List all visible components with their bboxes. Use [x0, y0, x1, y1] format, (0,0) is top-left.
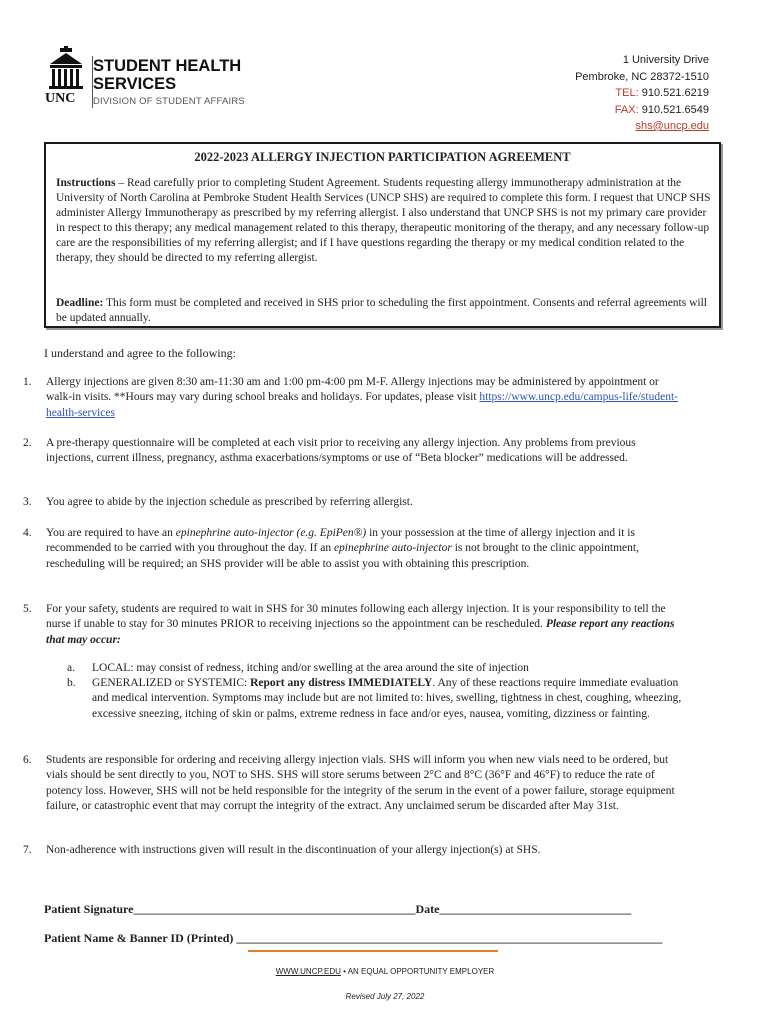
- fax-number: 910.521.6549: [641, 103, 709, 116]
- item-text: Allergy injections are given 8:30 am-11:30 am and 1:00 pm-4:00 pm M-F. Allergy injections may be administered by appointment or walk-in visits. **Hours may vary during school breaks and holidays. For updates, please visit: [46, 376, 659, 404]
- tel-label: TEL:: [615, 87, 639, 99]
- address-line2: Pembroke, NC 28372-1510: [575, 70, 709, 83]
- footer-site-link[interactable]: WWW.UNCP.EDU: [275, 967, 341, 976]
- deadline-label: Deadline:: [56, 297, 104, 309]
- sub-item-letter: a.: [67, 662, 75, 674]
- deadline-paragraph: [56, 296, 711, 326]
- sub-item-letter: b.: [67, 677, 76, 689]
- item-text: A pre-therapy questionnaire will be completed at each visit prior to receiving any allergy injection. Any problems from previous injections, current illness, pregnancy, asthma exacerbations/symptoms or use of “Beta blocker” medications will be addressed.: [46, 437, 636, 465]
- item-text: You agree to abide by the injection schedule as prescribed by referring allergist.: [46, 496, 413, 508]
- item-number: 7.: [23, 844, 32, 856]
- form-title: 2022-2023 ALLERGY INJECTION PARTICIPATION AGREEMENT: [194, 150, 571, 164]
- item-number: 5.: [23, 603, 32, 615]
- contact-address: [575, 52, 709, 135]
- unc-pembroke-building-icon: [44, 46, 88, 108]
- fax-label: FAX:: [614, 103, 639, 116]
- sub-item-bold: Report any distress IMMEDIATELY: [250, 677, 433, 689]
- sub-item-text: . Any of these reactions require immediate evaluation and medical intervention. Symptoms may include but are not limited to: hives, swelling, tightness in chest, coughing, wheezing, excessive sneezing, itching of skin or palms, extreme redness in face and/or eyes, nausea, vomiting, dizziness or fainting.: [92, 677, 682, 720]
- item-emphasis: epinephrine auto-injector (e.g. EpiPen®): [175, 527, 367, 539]
- orange-rule: [248, 950, 498, 952]
- tel-line: [575, 85, 709, 102]
- item-text: For your safety, students are required to wait in SHS for 30 minutes following each allergy injection. It is your responsibility to tell the nurse if unable to stay for 30 minutes PRIOR to receiving injections so the appointment can be rescheduled.: [46, 603, 666, 631]
- sub-item-text: GENERALIZED or SYSTEMIC:: [92, 677, 251, 689]
- item-text: is not brought to the clinic appointment, rescheduling will be required; an SHS provider will be able to assist you with obtaining this prescription.: [46, 542, 639, 570]
- shs-website-link[interactable]: https://www.uncp.edu/campus-life/student-health-services: [46, 391, 678, 419]
- item-number: 6.: [23, 754, 32, 766]
- item-number: 2.: [23, 437, 32, 449]
- logo-title: STUDENT HEALTH SERVICES: [93, 57, 242, 93]
- logo-mark-text: UNC: [45, 91, 76, 106]
- item-emphasis: Please report any reactions that may occur:: [46, 618, 675, 646]
- deadline-text: This form must be completed and received in SHS prior to scheduling the first appointment. Consents and referral agreements will be updated annually.: [56, 297, 707, 324]
- instructions-text: – Read carefully prior to completing Student Agreement. Students requesting allergy immunotherapy administration at the University of North Carolina at Pembroke Student Health Services (UNCP SHS) are required to complete this form. I request that UNCP SHS administer Allergy Immunotherapy as prescribed by my referring allergist. I also understand that UNCP SHS is not my primary care provider in respect to this therapy; any medical management related to this therapy, therapeutic monitoring of the therapy, and any necessary follow-up care are the responsibilities of my referring allergist; and if I have questions regarding the therapy or my medical condition related to the therapy, they should be directed to my referring allergist.: [56, 177, 711, 264]
- patient-name-line[interactable]: Patient Name & Banner ID (Printed) _______________________________________________________________________: [44, 931, 663, 945]
- item-text: Non-adherence with instructions given will result in the discontinuation of your allergy injection(s) at SHS.: [46, 844, 541, 856]
- patient-signature-line[interactable]: Patient Signature_______________________________________________Date________________________________: [44, 902, 632, 916]
- revised-date: Revised July 27, 2022: [345, 992, 425, 1001]
- item-text: You are required to have an: [46, 527, 176, 539]
- item-number: 1.: [23, 376, 32, 388]
- sub-item-text: LOCAL: may consist of redness, itching and/or swelling at the area around the site of injection: [92, 662, 529, 674]
- item-number: 4.: [23, 527, 32, 539]
- email-link[interactable]: shs@uncp.edu: [635, 120, 709, 132]
- footer: [0, 967, 770, 976]
- fax-line: [575, 102, 709, 119]
- logo-subtitle: DIVISION OF STUDENT AFFAIRS: [93, 96, 245, 107]
- shs-logo: [44, 46, 274, 112]
- item-text: in your possession at the time of allergy injection and it is recommended to be carried with you throughout the day. If an: [46, 527, 635, 555]
- agreement-lead: I understand and agree to the following:: [44, 346, 236, 360]
- tel-number: 910.521.6219: [641, 87, 709, 99]
- instructions-box: [44, 142, 721, 328]
- address-line1: 1 University Drive: [622, 54, 709, 66]
- item-emphasis: epinephrine auto-injector: [333, 542, 452, 555]
- item-text: Students are responsible for ordering and receiving allergy injection vials. SHS will inform you when new vials need to be ordered, but vials should be sent directly to you, NOT to SHS. SHS will store serums between 2°C and 8°C (36°F and 46°F) to reduce the rate of potency loss. However, SHS will not be held responsible for the integrity of the serum in the event of a power failure, storage equipment failure, or catastrophic event that may corrupt the integrity of the extract. Any unclaimed serum be discarded after May 31st.: [46, 754, 675, 812]
- item-number: 3.: [23, 496, 32, 508]
- footer-tagline: • AN EQUAL OPPORTUNITY EMPLOYER: [340, 967, 495, 976]
- instructions-label: Instructions: [56, 177, 116, 189]
- instructions-paragraph: [56, 176, 711, 266]
